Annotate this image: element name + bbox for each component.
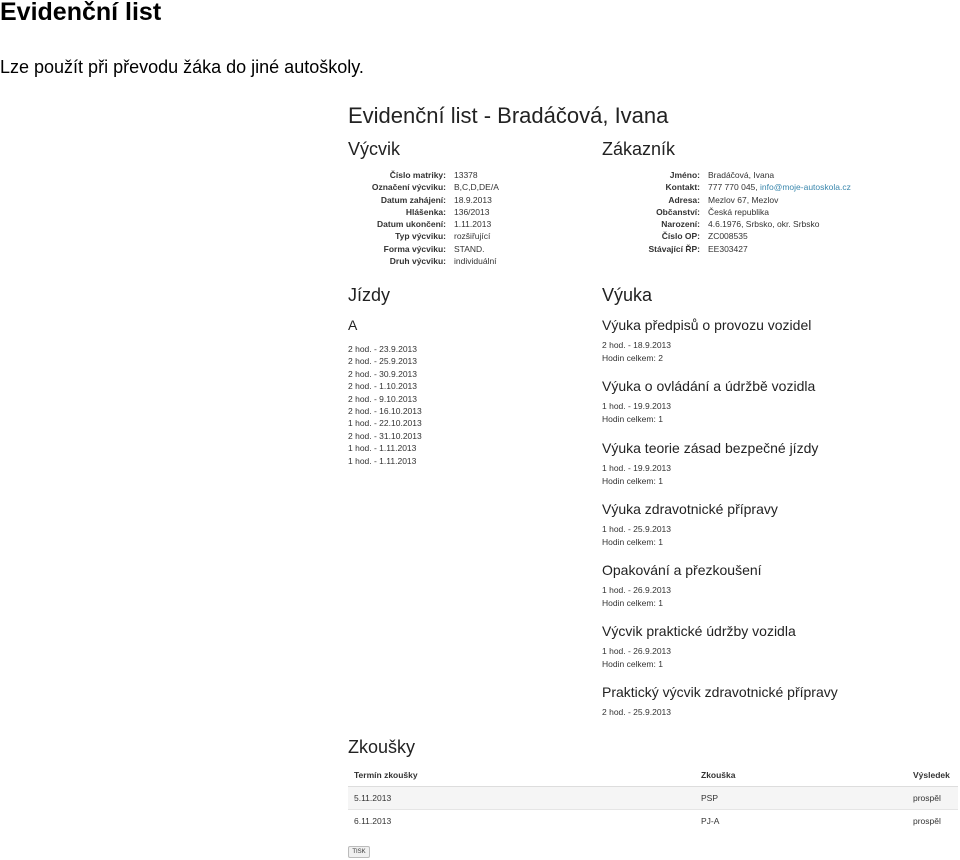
teaching-line: 1 hod. - 26.9.2013 bbox=[602, 646, 672, 656]
ride-item: 2 hod. - 31.10.2013 bbox=[348, 430, 422, 441]
customer-label: Kontakt: bbox=[665, 182, 700, 193]
training-info bbox=[348, 169, 499, 267]
document-title: Evidenční list bbox=[0, 0, 162, 26]
evidence-sheet-screenshot bbox=[340, 96, 960, 860]
training-label: Druh výcviku: bbox=[389, 256, 446, 267]
ride-item: 2 hod. - 23.9.2013 bbox=[348, 344, 418, 354]
teaching-section-lines bbox=[602, 706, 838, 719]
customer-label: Adresa: bbox=[668, 194, 700, 205]
exams-column-header: Výsledek bbox=[907, 764, 958, 787]
training-value: 18.9.2013 bbox=[454, 194, 492, 205]
customer-value: 4.6.1976, Srbsko, okr. Srbsko bbox=[708, 219, 820, 230]
customer-row bbox=[602, 218, 851, 230]
exam-result: prospěl bbox=[907, 787, 958, 810]
teaching-line: Hodin celkem: 1 bbox=[602, 658, 663, 669]
ride-item: 1 hod. - 1.11.2013 bbox=[348, 443, 417, 454]
ride-item: 1 hod. - 22.10.2013 bbox=[348, 418, 422, 429]
ride-item: 2 hod. - 16.10.2013 bbox=[348, 405, 422, 416]
teaching-line: Hodin celkem: 1 bbox=[602, 413, 663, 424]
document-description: Lze použít při převodu žáka do jiné autoškoly. bbox=[0, 57, 364, 77]
table-row bbox=[348, 810, 958, 833]
training-row bbox=[348, 218, 499, 230]
teaching-line: Hodin celkem: 2 bbox=[602, 352, 663, 363]
teaching-section bbox=[602, 377, 815, 425]
teaching-section bbox=[602, 622, 796, 670]
training-label: Datum ukončení: bbox=[377, 219, 446, 230]
print-button[interactable]: TISK bbox=[348, 846, 370, 858]
exams-header-row bbox=[348, 764, 958, 787]
customer-row bbox=[602, 243, 851, 255]
customer-row bbox=[602, 194, 851, 206]
training-value: 13378 bbox=[454, 170, 478, 180]
exam-type: PJ-A bbox=[695, 810, 907, 833]
rides-list bbox=[348, 343, 422, 467]
customer-contact bbox=[700, 181, 851, 193]
teaching-line: 2 hod. - 18.9.2013 bbox=[602, 340, 672, 350]
teaching-line: 1 hod. - 19.9.2013 bbox=[602, 463, 672, 473]
exam-date: 6.11.2013 bbox=[348, 810, 695, 833]
exams-column-header: Zkouška bbox=[695, 764, 907, 787]
customer-label: Číslo OP: bbox=[661, 231, 700, 242]
customer-heading: Zákazník bbox=[602, 139, 676, 159]
customer-value: EE303427 bbox=[708, 243, 748, 254]
teaching-heading: Výuka bbox=[602, 285, 653, 305]
training-label: Hlášenka: bbox=[405, 206, 446, 217]
teaching-section bbox=[602, 683, 838, 719]
teaching-line: 1 hod. - 19.9.2013 bbox=[602, 401, 672, 411]
teaching-line: Hodin celkem: 1 bbox=[602, 597, 663, 608]
table-row bbox=[348, 787, 958, 810]
teaching-section-lines bbox=[602, 400, 815, 425]
customer-row bbox=[602, 181, 851, 193]
customer-info bbox=[602, 169, 851, 255]
exam-result: prospěl bbox=[907, 810, 958, 833]
customer-email-link[interactable]: info@moje-autoskola.cz bbox=[760, 182, 851, 193]
training-row bbox=[348, 181, 499, 193]
training-row bbox=[348, 230, 499, 242]
teaching-line: Hodin celkem: 1 bbox=[602, 475, 663, 486]
exams-heading: Zkoušky bbox=[348, 737, 416, 757]
customer-row bbox=[602, 230, 851, 242]
training-label: Datum zahájení: bbox=[380, 194, 446, 205]
customer-row bbox=[602, 206, 851, 218]
customer-label: Narození: bbox=[661, 219, 700, 230]
training-row bbox=[348, 206, 499, 218]
training-label: Forma výcviku: bbox=[383, 243, 446, 254]
training-label: Číslo matriky: bbox=[389, 170, 446, 180]
training-label: Označení výcviku: bbox=[371, 182, 446, 193]
ride-item: 2 hod. - 1.10.2013 bbox=[348, 381, 418, 392]
training-value: STAND. bbox=[454, 243, 485, 254]
training-value: individuální bbox=[454, 256, 497, 267]
teaching-section bbox=[602, 561, 762, 609]
teaching-section-title: Opakování a přezkoušení bbox=[602, 562, 762, 578]
ride-item: 2 hod. - 9.10.2013 bbox=[348, 393, 418, 404]
exams-column-header: Termín zkoušky bbox=[348, 764, 695, 787]
customer-row bbox=[602, 169, 851, 181]
customer-label: Jméno: bbox=[669, 170, 700, 180]
training-heading: Výcvik bbox=[348, 139, 401, 159]
sheet-title: Evidenční list - Bradáčová, Ivana bbox=[348, 103, 669, 128]
training-row bbox=[348, 255, 499, 267]
customer-phone: 777 770 045, bbox=[708, 182, 760, 193]
customer-value: Česká republika bbox=[708, 206, 769, 217]
teaching-section-title: Praktický výcvik zdravotnické přípravy bbox=[602, 684, 838, 700]
report-number-link[interactable]: 136/2013 bbox=[454, 206, 490, 217]
teaching-section-title: Výuka o ovládání a údržbě vozidla bbox=[602, 378, 816, 394]
exam-date: 5.11.2013 bbox=[348, 787, 695, 810]
teaching-section-lines bbox=[602, 584, 762, 609]
teaching-section-lines bbox=[602, 462, 818, 487]
teaching-section bbox=[602, 316, 811, 364]
teaching-line: Hodin celkem: 1 bbox=[602, 536, 663, 547]
training-row bbox=[348, 194, 499, 206]
ride-item: 1 hod. - 1.11.2013 bbox=[348, 455, 417, 466]
training-row bbox=[348, 243, 499, 255]
teaching-section-title: Výuka zdravotnické přípravy bbox=[602, 501, 778, 517]
training-value: rozšiřující bbox=[454, 231, 491, 242]
ride-item: 2 hod. - 30.9.2013 bbox=[348, 368, 418, 379]
teaching-section-title: Výuka předpisů o provozu vozidel bbox=[602, 317, 812, 333]
ride-item: 2 hod. - 25.9.2013 bbox=[348, 356, 418, 367]
exam-type: PSP bbox=[695, 787, 907, 810]
rides-heading: Jízdy bbox=[348, 285, 391, 305]
teaching-line: 2 hod. - 25.9.2013 bbox=[602, 707, 672, 717]
customer-name-link[interactable]: Bradáčová, Ivana bbox=[708, 170, 775, 180]
teaching-section-title: Výcvik praktické údržby vozidla bbox=[602, 623, 796, 639]
training-value: B,C,D,DE/A bbox=[454, 182, 499, 193]
training-label: Typ výcviku: bbox=[395, 231, 446, 242]
teaching-line: 1 hod. - 25.9.2013 bbox=[602, 524, 672, 534]
training-row bbox=[348, 169, 499, 181]
teaching-line: 1 hod. - 26.9.2013 bbox=[602, 585, 672, 595]
customer-value: ZC008535 bbox=[708, 231, 748, 242]
exams-table bbox=[348, 764, 958, 832]
teaching-section-title: Výuka teorie zásad bezpečné jízdy bbox=[602, 440, 819, 456]
customer-label: Občanství: bbox=[656, 206, 700, 217]
rides-group: A bbox=[348, 317, 358, 333]
customer-label: Stávající ŘP: bbox=[648, 243, 700, 254]
teaching-section-lines bbox=[602, 523, 778, 548]
customer-value: Mezlov 67, Mezlov bbox=[708, 194, 779, 205]
teaching-section-lines bbox=[602, 645, 796, 670]
teaching-section-lines bbox=[602, 339, 811, 364]
teaching-section bbox=[602, 500, 778, 548]
teaching-section bbox=[602, 439, 818, 487]
training-value: 1.11.2013 bbox=[454, 219, 492, 230]
